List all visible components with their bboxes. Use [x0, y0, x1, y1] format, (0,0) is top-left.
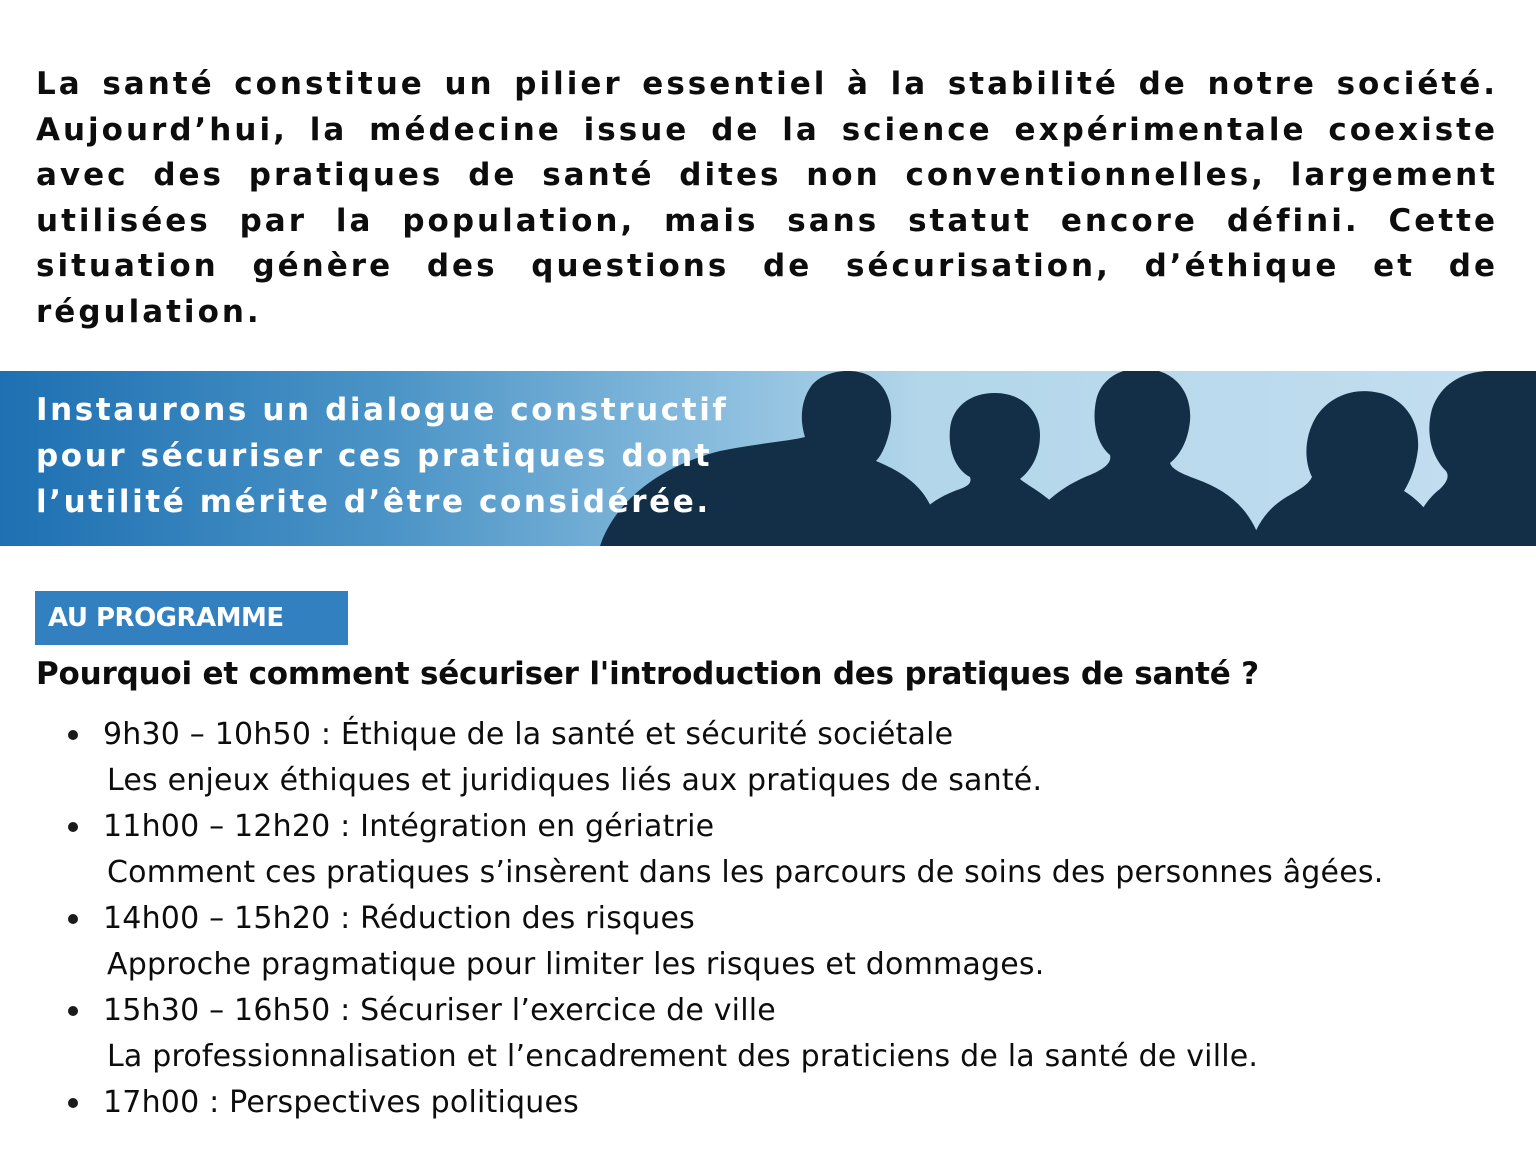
agenda-item-heading: 9h30 – 10h50 : Éthique de la santé et sécurité sociétale: [103, 717, 954, 752]
banner: [0, 371, 1536, 546]
bullet-icon: [68, 1006, 78, 1016]
agenda-item: [0, 804, 1383, 896]
agenda-item-description: Comment ces pratiques s’insèrent dans les parcours de soins des personnes âgées.: [107, 855, 1384, 890]
agenda-item-heading: 15h30 – 16h50 : Sécuriser l’exercice de ville: [103, 993, 776, 1028]
agenda-item-description: Approche pragmatique pour limiter les risques et dommages.: [107, 947, 1045, 982]
agenda-item: [0, 712, 1383, 804]
silhouette-person-4: [1250, 391, 1444, 546]
agenda-item-heading: 17h00 : Perspectives politiques: [103, 1085, 579, 1120]
agenda-item: [0, 896, 1383, 988]
agenda-item-description: La professionnalisation et l’encadrement des praticiens de la santé de ville.: [107, 1039, 1259, 1074]
program-title: Pourquoi et comment sécuriser l'introduction des pratiques de santé ?: [36, 656, 1259, 692]
silhouette-person-3: [1020, 371, 1262, 546]
bullet-icon: [68, 914, 78, 924]
agenda-item-heading: 14h00 – 15h20 : Réduction des risques: [103, 901, 695, 936]
agenda-item: [0, 1080, 1383, 1126]
bullet-icon: [68, 822, 78, 832]
agenda-item-description: Les enjeux éthiques et juridiques liés aux pratiques de santé.: [107, 763, 1043, 798]
bullet-icon: [68, 730, 78, 740]
banner-text: [36, 387, 796, 525]
agenda-item: [0, 988, 1383, 1080]
program-badge: AU PROGRAMME: [35, 591, 348, 645]
banner-line: pour sécuriser ces pratiques dont: [36, 438, 713, 474]
banner-line: l’utilité mérite d’être considérée.: [36, 484, 711, 520]
agenda-item-heading: 11h00 – 12h20 : Intégration en gériatrie: [103, 809, 715, 844]
bullet-icon: [68, 1098, 78, 1108]
banner-line: Instaurons un dialogue constructif: [36, 392, 729, 428]
agenda-list: [0, 712, 1383, 1126]
intro-paragraph: La santé constitue un pilier essentiel à la stabilité de notre société. Aujourd’hui, la médecine issue de la science expérimentale coexiste avec des pratiques de santé dites non conventionnelles, largement utilisées par la population, mais sans statut encore défini. Cette situation génère des questions de sécurisation, d’éthique et de régulation.: [36, 66, 1498, 330]
silhouette-person-5: [1410, 371, 1536, 546]
